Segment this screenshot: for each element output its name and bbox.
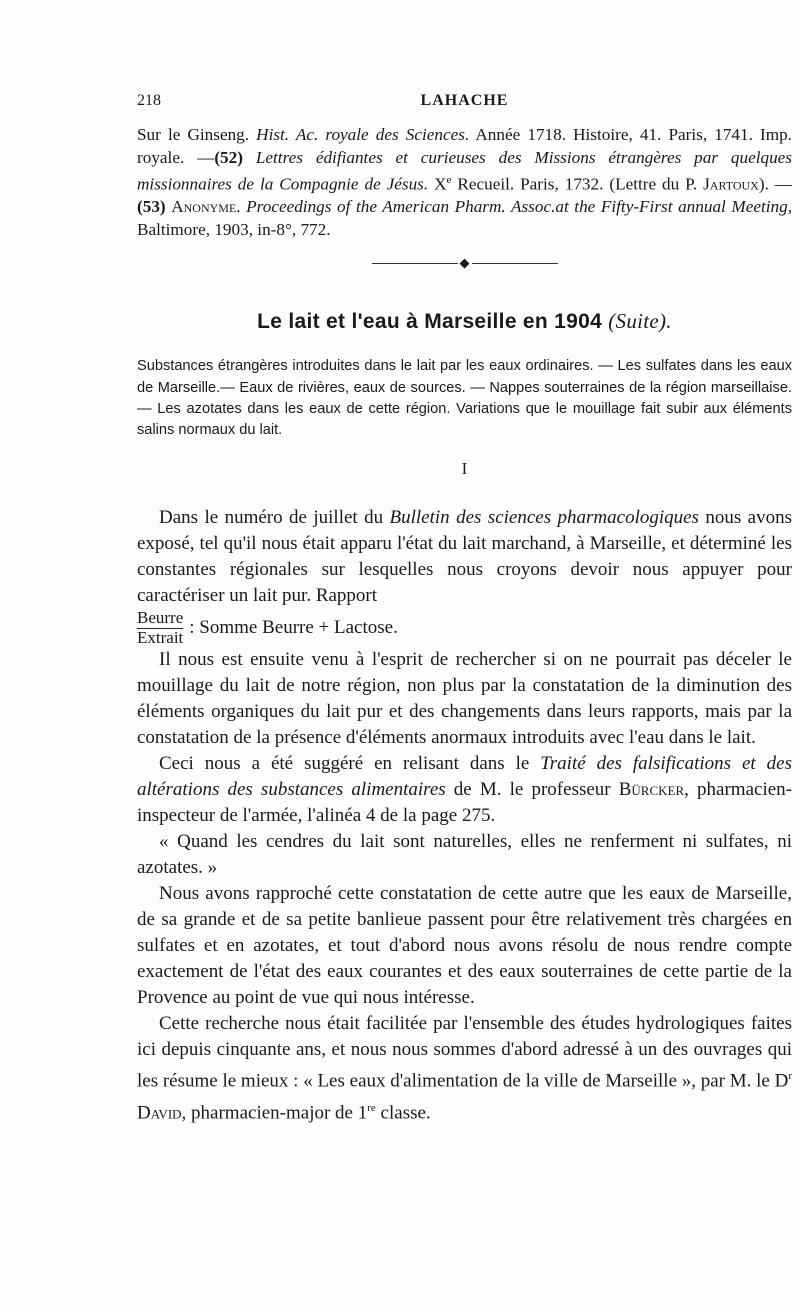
paragraph-text: classe. (375, 1102, 431, 1124)
section-number: I (461, 459, 468, 479)
ref-text: Sur le Ginseng. (137, 125, 257, 144)
fraction (137, 609, 183, 647)
paragraph (137, 505, 792, 609)
ref-text: X (428, 174, 447, 194)
article-title-suite: (Suite). (608, 309, 672, 334)
journal-title: Bulletin des sciences pharmacologiques (389, 507, 699, 529)
ref-text: Année 1718. Histoire, 41. Paris, 1741. Imp. royale. — (137, 125, 792, 167)
fraction-denominator: Extrait (137, 628, 184, 648)
ref-text: . (236, 197, 247, 217)
ref-author: Anonyme (171, 197, 237, 217)
fraction-numerator: Beurre (137, 608, 184, 628)
article-title-text: Le lait et l'eau à Marseille en 1904 (257, 310, 603, 334)
paragraph-text: de M. le professeur (445, 779, 619, 801)
superscript: re (367, 1101, 376, 1114)
paragraph-text: Ceci nous a été suggéré en relisant dans le (159, 753, 541, 775)
ref-text: ). — (758, 174, 792, 194)
ref-source-italic: Hist. Ac. royale des Sciences. (256, 125, 470, 144)
quote-paragraph: « Quand les cendres du lait sont naturelles, elles ne renferment ni sulfates, ni azotates. » (137, 831, 792, 879)
references-block (137, 124, 792, 241)
document-page (137, 92, 792, 1126)
paragraph (137, 1011, 792, 1126)
article-summary: Substances étrangères introduites dans le lait par les eaux ordinaires. — Les sulfates dans les eaux de Marseille.— Eaux de rivières, eaux de sources. — Nappes souterraines de la région marseillaise. — Les azotates dans les eaux de cette région. Variations que le mouillage fait subir aux éléments salins normaux du lait. (137, 358, 792, 439)
diamond-icon: ◆ (459, 255, 470, 271)
book-title: Traité des falsifications et des altérations des substances alimentaires (137, 753, 792, 801)
ref-text: Recueil. Paris, 1732. (Lettre du P. (451, 174, 704, 194)
ref-number: (53) (137, 197, 166, 217)
author-name: Bürcker (618, 779, 685, 801)
divider-line (472, 263, 558, 264)
running-head: LAHACHE (420, 92, 509, 109)
paragraph-text: , pharmacien-inspecteur de l'armée, l'alinéa 4 de la page 275. (137, 779, 792, 827)
ref-text: Baltimore, 1903, in-8°, 772. (137, 219, 331, 239)
ref-number: (52) (214, 147, 243, 167)
paragraph: Il nous est ensuite venu à l'esprit de rechercher si on ne pourrait pas déceler le mouillage du lait de notre région, non plus par la constatation de la diminution des éléments organiques du lait pur et des changements dans leurs rapports, mais par la constatation de la présence d'éléments anormaux introduits avec l'eau dans le lait. (137, 649, 792, 749)
divider-line (372, 263, 458, 264)
paragraph-text: nous avons exposé, tel qu'il nous était apparu l'état du lait marchand, à Marseille, et déterminé les constantes régionales sur lesquelles nous croyons devoir nous appuyer pour caractériser un lait pur. Rapport (137, 507, 792, 607)
section-divider (137, 253, 792, 273)
ref-author: Jartoux (703, 174, 759, 194)
ratio-formula (137, 609, 792, 647)
paragraph (137, 751, 792, 829)
superscript: r (788, 1070, 793, 1083)
page-number: 218 (137, 92, 161, 109)
ref-superscript: e (446, 174, 452, 186)
article-title (137, 309, 792, 334)
article-body (137, 505, 792, 1126)
paragraph-text: Cette recherche nous était facilitée par l'ensemble des études hydrologiques faites ici depuis cinquante ans, et nous nous sommes d'abord adressé à un des ouvrages qui les résume le mieux : « Les eaux d'alimentation de la ville de Marseille », par M. le D (137, 1013, 792, 1092)
author-name: David (137, 1102, 182, 1124)
paragraph: Nous avons rapproché cette constatation de cette autre que les eaux de Marseille, de sa grande et de sa petite banlieue passent pour être relativement très chargées en sulfates et en azotates, et tout d'abord nous avons résolu de nous rendre compte exactement de l'état des eaux courantes et des eaux souterraines de cette partie de la Provence au point de vue qui nous intéresse. (137, 883, 792, 1009)
page-header (137, 92, 792, 118)
formula-text: : Somme Beurre + Lactose. (189, 617, 398, 639)
ref-source-italic: Proceedings of the American Pharm. Assoc.at the Fifty-First annual Meeting, (246, 197, 792, 217)
paragraph-text: , pharmacien-major de 1 (181, 1102, 368, 1124)
ref-source-italic: Lettres édifiantes et curieuses des Missions étrangères par quelques missionnaires de la Compagnie de Jésus. (137, 147, 792, 194)
paragraph-text: Dans le numéro de juillet du (159, 507, 390, 529)
